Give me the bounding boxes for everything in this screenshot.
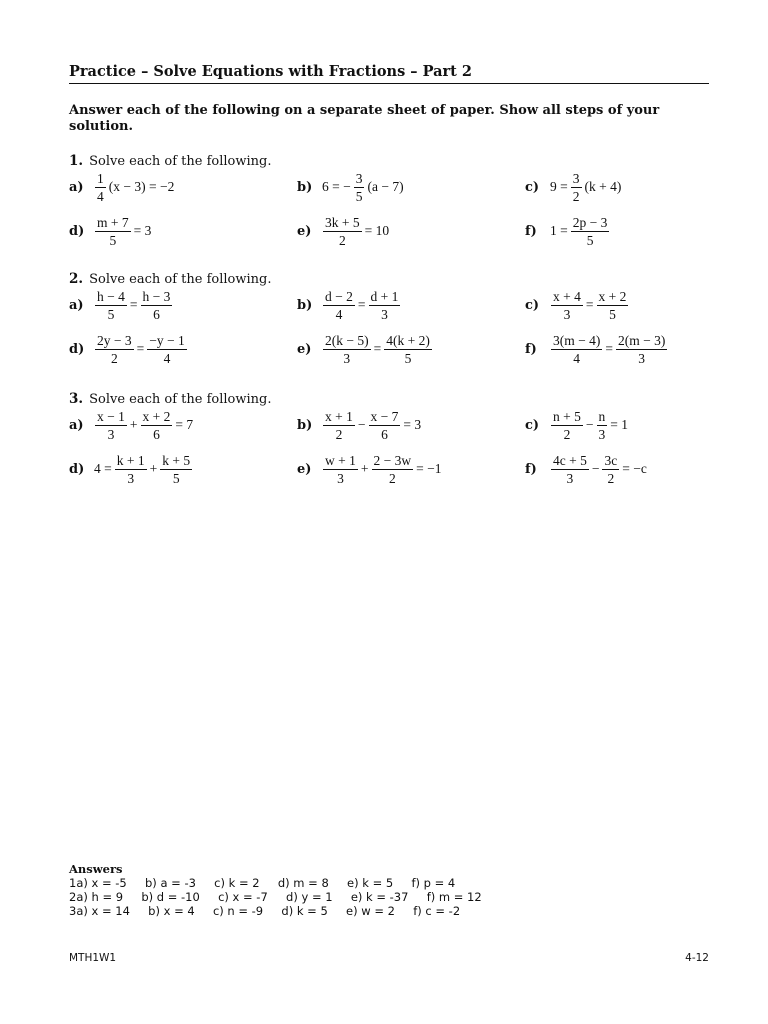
fraction [372,453,414,486]
numerator: 3c [604,452,618,468]
fraction [616,333,667,366]
equation [321,215,390,248]
equation [93,215,152,248]
denominator: 3 [337,470,344,486]
problem-label: a) [69,297,84,313]
numerator: h − 3 [142,288,171,304]
numerator: x + 4 [553,288,581,304]
fraction [323,289,355,322]
denominator: 6 [381,426,388,442]
equation [93,289,174,322]
fraction [115,453,147,486]
problem [525,285,630,325]
problem [525,405,629,445]
answers-heading: Answers [69,862,123,876]
problem [69,329,189,369]
equation-text: = [605,341,613,356]
problem [297,167,405,207]
fraction [95,215,131,248]
equation [549,333,669,366]
fraction [323,453,358,486]
answer-line: 3a) x = 14 b) x = 4 c) n = -9 d) k = 5 e) w = 2 f) c = -2 [69,904,461,918]
denominator: 3 [107,426,115,442]
equation-text: = 7 [175,417,194,432]
section-heading-text: Solve each of the following. [89,272,272,287]
page-number: 4-12 [685,952,709,964]
equation-text: = 3 [403,417,422,432]
numerator: m + 7 [97,214,129,230]
problem [297,211,390,251]
numerator: 2(k − 5) [325,332,369,348]
problem [525,449,648,489]
fraction [141,409,173,442]
fraction [160,453,192,486]
equation-text: = 10 [364,223,390,238]
equation-text: = [585,297,594,312]
denominator: 3 [127,470,135,486]
denominator: 3 [638,350,646,366]
section-number: 2. [69,271,84,287]
equation-text: = [357,297,366,312]
numerator: n + 5 [553,408,581,424]
equation-text: (k + 4) [584,179,622,194]
equation-text: = 1 [610,417,628,432]
denominator: 4 [573,350,581,366]
numerator: x + 2 [598,288,627,304]
numerator: k + 5 [162,452,191,468]
equation [321,333,434,366]
problem-label: b) [297,417,313,433]
instructions: Answer each of the following on a separate sheet of paper. Show all steps of your solution. [69,103,660,134]
problem-label: a) [69,417,84,433]
denominator: 5 [107,306,115,322]
answer-line: 1a) x = -5 b) a = -3 c) k = 2 d) m = 8 e) k = 5 f) p = 4 [69,876,456,890]
numerator: 2 − 3w [373,452,412,468]
fraction [323,215,362,248]
numerator: h − 4 [97,288,125,304]
problem [525,167,622,207]
equation [549,409,629,442]
numerator: 3 [355,170,363,186]
numerator: x − 1 [97,408,125,424]
fraction [147,333,186,366]
problem-label: b) [297,297,313,313]
numerator: x + 1 [325,408,353,424]
equation-text: = −c [622,461,647,476]
numerator: 3 [572,170,580,186]
problem-label: b) [297,179,313,195]
equation-text: (a − 7) [367,179,404,194]
denominator: 4 [335,306,343,322]
numerator: 4(k + 2) [386,332,430,348]
denominator: 3 [343,350,351,366]
equation [93,171,175,204]
fraction [323,409,355,442]
problem [69,211,152,251]
numerator: 2p − 3 [572,214,608,230]
equation-text: 4 = [94,461,112,476]
equation-text: = 3 [133,223,152,238]
denominator: 3 [381,306,388,322]
equation [93,333,189,366]
equation-text: 6 = − [322,179,351,194]
problem-label: e) [297,461,312,477]
denominator: 4 [97,188,104,204]
numerator: n [598,408,606,424]
numerator: 2y − 3 [97,332,132,348]
problem [69,285,174,325]
numerator: −y − 1 [149,332,185,348]
problem-label: c) [525,417,540,433]
denominator: 5 [586,232,594,248]
problem [297,285,402,325]
denominator: 3 [566,470,574,486]
numerator: 2(m − 3) [617,332,666,348]
equation-text: − [591,461,600,476]
denominator: 5 [355,188,363,204]
problem-label: c) [525,297,540,313]
fraction [551,333,602,366]
denominator: 6 [153,306,160,322]
numerator: 1 [97,170,104,186]
fraction [571,215,610,248]
fraction [551,453,589,486]
equation [549,289,630,322]
fraction [95,171,106,204]
equation-text: = −1 [416,461,442,476]
equation-text: = [129,297,138,312]
fraction [95,409,127,442]
denominator: 3 [563,306,571,322]
fraction [384,333,432,366]
fraction [323,333,371,366]
fraction [551,289,583,322]
denominator: 2 [388,470,396,486]
problem [297,405,422,445]
problem [525,329,669,369]
numerator: 3k + 5 [325,214,360,230]
denominator: 5 [404,350,412,366]
fraction [597,409,608,442]
numerator: k + 1 [116,452,145,468]
numerator: w + 1 [325,452,356,468]
problem-label: d) [69,223,85,239]
equation [549,215,611,248]
problem-label: c) [525,179,540,195]
denominator: 3 [598,426,606,442]
problem [525,211,611,251]
problem-label: d) [69,341,85,357]
numerator: x − 7 [370,408,399,424]
equation [549,171,622,204]
denominator: 5 [172,470,180,486]
problem-label: f) [525,341,537,357]
denominator: 2 [572,188,580,204]
equation-text: + [129,417,138,432]
problem-label: a) [69,179,84,195]
fraction [597,289,629,322]
problem [297,449,442,489]
equation-text: + [360,461,369,476]
equation [321,409,422,442]
fraction [354,171,365,204]
equation-text: = [373,341,382,356]
equation-text: 9 = [550,179,568,194]
answer-key [69,862,482,918]
answer-line: 2a) h = 9 b) d = -10 c) x = -7 d) y = 1 e) k = -37 f) m = 12 [69,890,482,904]
page-title: Practice – Solve Equations with Fractions – Part 2 [69,63,709,84]
section-number: 3. [69,391,84,407]
equation-text: − [357,417,366,432]
problem-label: f) [525,461,537,477]
equation-text: 1 = [550,223,568,238]
fraction [571,171,582,204]
problem-label: f) [525,223,537,239]
equation [321,289,402,322]
denominator: 6 [153,426,160,442]
equation [321,171,405,204]
problem-label: e) [297,223,312,239]
denominator: 2 [607,470,615,486]
section-heading-text: Solve each of the following. [89,154,272,169]
denominator: 2 [338,232,346,248]
problem [297,329,434,369]
numerator: 4c + 5 [553,452,587,468]
denominator: 4 [163,350,171,366]
fraction [369,289,401,322]
equation-text: + [149,461,158,476]
equation-text: = [136,341,145,356]
denominator: 2 [335,426,343,442]
denominator: 5 [609,306,616,322]
equation [93,409,194,442]
problem-label: e) [297,341,312,357]
numerator: x + 2 [142,408,171,424]
equation [321,453,442,486]
fraction [551,409,583,442]
fraction [602,453,619,486]
fraction [369,409,401,442]
problem [69,405,194,445]
equation-text: (x − 3) = −2 [108,179,175,194]
fraction [95,333,134,366]
section-heading-text: Solve each of the following. [89,392,272,407]
denominator: 2 [110,350,118,366]
denominator: 2 [563,426,571,442]
numerator: d + 1 [370,288,399,304]
denominator: 5 [109,232,117,248]
problem-label: d) [69,461,85,477]
equation-text: − [585,417,594,432]
problem [69,167,175,207]
problem [69,449,194,489]
fraction [141,289,173,322]
section-number: 1. [69,153,84,169]
course-code: MTH1W1 [69,952,117,964]
numerator: d − 2 [325,288,353,304]
numerator: 3(m − 4) [553,332,601,348]
equation [549,453,648,486]
equation [93,453,194,486]
fraction [95,289,127,322]
